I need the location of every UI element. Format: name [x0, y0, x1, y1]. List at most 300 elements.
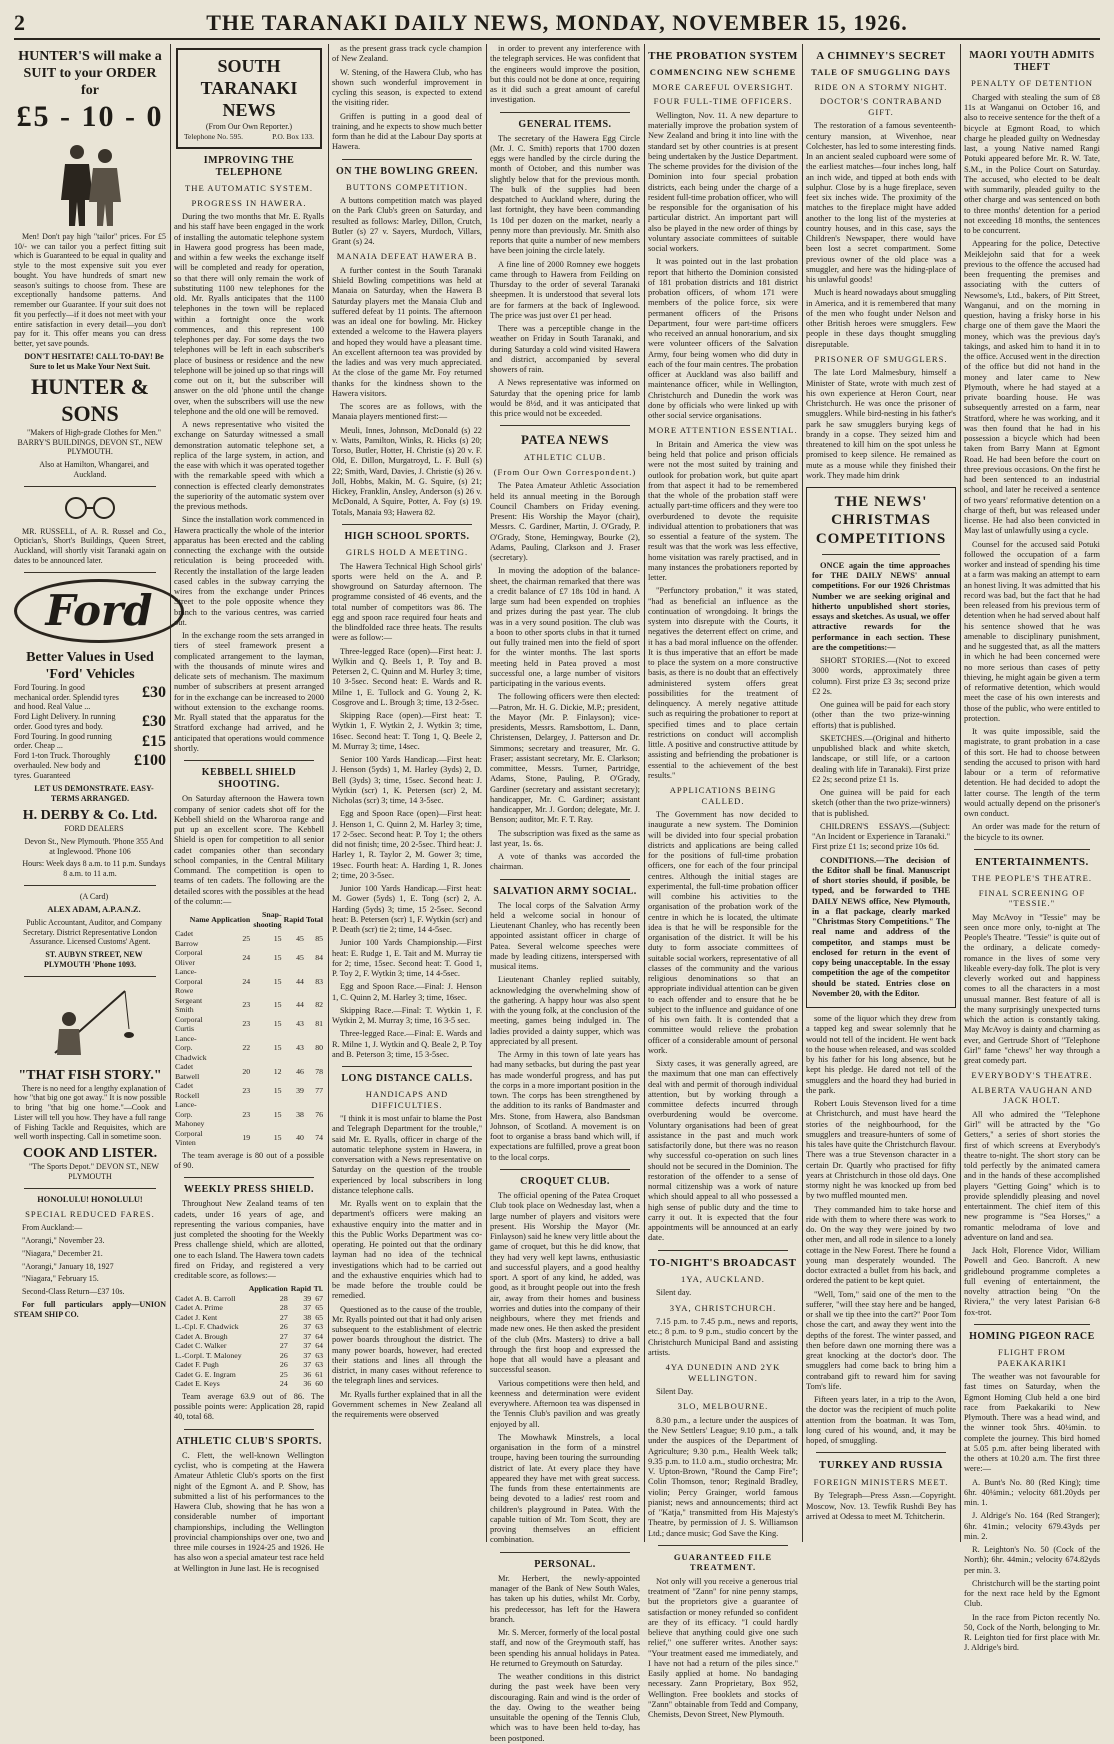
- masthead: [14, 8, 1100, 40]
- sailing-item: "Niagara," February 15.: [22, 1274, 99, 1284]
- article-subheading: ATHLETIC CLUB.: [523, 452, 607, 463]
- fish-firm: COOK AND LISTER.: [22, 1146, 158, 1162]
- article-subheading: FOREIGN MINISTERS MEET.: [813, 1476, 949, 1487]
- article-subheading: APPLICATIONS BEING CALLED.: [669, 785, 777, 806]
- column-court-entertainments: [964, 44, 1100, 1653]
- table-row: [174, 1322, 324, 1332]
- article-paragraph: By Telegraph—Press Assn.—Copyright. Moscow, Nov. 13. Tewfik Rushdi Bey has arrived at Odessa to meet M. Tchitcherin.: [806, 1491, 956, 1521]
- table-row: [174, 1015, 324, 1034]
- article-subheading: TALE OF SMUGGLING DAYS: [811, 67, 951, 78]
- column-rule: [328, 44, 329, 1542]
- table-cell: 84: [315, 952, 323, 962]
- radio-programme: Silent day.: [656, 1288, 692, 1298]
- table-cell: 46: [296, 1066, 304, 1076]
- article-paragraph: In the exchange room the sets arranged in tiers of steel framework present a complicated arrangement to the layman, with the thousands of minute wires and delicate sets of mechanism. The maximum number of subscribers at present arranged for in the exchange can be increased to 2000 without extension to the exchange rooms. Mr. Ryall stated that the apparatus for the Stratford exchange had arrived, and he anticipated that operations would commence shortly.: [174, 631, 324, 753]
- table-cell: Cadet Batwell: [175, 1062, 200, 1081]
- table-header-cell: Snap-shooting: [253, 910, 282, 929]
- table-cell: 80: [315, 1043, 323, 1053]
- table-cell: 45: [296, 933, 304, 943]
- article-heading: TO-NIGHT'S BROADCAST: [649, 1256, 797, 1269]
- sailing-item: "Aorangi," January 18, 1927: [22, 1261, 114, 1271]
- table-cell: Corporal Oliver: [175, 948, 203, 967]
- table-cell: L.-Corpl. T. Maloney: [175, 1350, 242, 1360]
- kebbell-scores-table: [174, 910, 324, 1148]
- card-address: ST. AUBYN STREET, NEW PLYMOUTH 'Phone 1093.: [44, 950, 143, 969]
- article-paragraph: Counsel for the accused said Potuki followed the occupation of a farm worker and instead of spending his time at a farm was making an attempt to earn an honest living. It was admitted that his record was bad, but the fact that he had been released from his previous term of detention when he had served about half his sentence showed that he was amenable to disciplinary punishment, and he suggested that, as all the matters in which he had been concerned were no more serious than cases of petty thieving, he might again be given a term of reformative detention, which would meet the case of his own interests and those of the public, who were entitled to protection.: [964, 539, 1100, 723]
- table-cell: 39: [296, 1085, 304, 1095]
- article-paragraph: Junior 100 Yards Handicap.—First heat: M. Gower (5yds) 1, E. Tong (scr) 2, A. Harding (5yds) 3; time, 15 2-5sec. Second heat: B. Petersen (scr) 1, F. Wytkin (scr) and P. Death (scr) tie 2; time, 14 4-5sec.: [332, 884, 482, 935]
- banner-title: SOUTH TARANAKI NEWS: [200, 56, 298, 120]
- spectacles-icon: [60, 493, 120, 523]
- table-cell: Cadet C. Walker: [175, 1341, 227, 1351]
- article-paragraph: They commanded him to take horse and ride with them to where there was work to do. On the way they were joined by two other men, and all rode in silence to a lonely cottage in the New Forest. There he found a young man desperately wounded. The doctor extracted a bullet from his back, and ordered the patient to be kept quiet.: [806, 1204, 956, 1286]
- article-heading: MAORI YOUTH ADMITS THEFT: [969, 50, 1095, 74]
- column-sports: [332, 44, 482, 1542]
- table-cell: 23: [242, 1019, 251, 1029]
- table-cell: 28: [279, 1293, 288, 1303]
- article-paragraph: The Government has now decided to inaugurate a new system. The Dominion will be divided into four special probation districts and applications are being called for the positions of full-time probation officers, one for each of the four principal centres. Although the initial stages are experimental, the full-time probation officer will combine his activities to the organisation of the probation work of the centre in which he is located, the ultimate idea is that he will be responsible for the organisation of the district. It will be his duty to form associate committees of suitable social workers, representative of all classes of the community and the various religious denominations so that an appropriate individual attention can be given to each offender and to ensure that he be subject to the influence and guidance of one of his own faith. It is contended that a committee would relieve the probation officer of a considerable amount of personal work.: [648, 810, 799, 1055]
- article-subheading: THE PEOPLE'S THEATRE.: [971, 873, 1093, 884]
- table-cell: 26: [279, 1322, 288, 1332]
- article-paragraph: A News representative was informed on Saturday that the opening price for lamb would be 8½d, and it was anticipated that this price would not be exceeded.: [490, 378, 640, 419]
- ford-item: Ford Touring. In good mechanical order. Splendid tyres and hood. Real Value ... £30: [14, 682, 166, 712]
- table-row: [174, 929, 324, 948]
- table-cell: 60: [315, 1379, 323, 1389]
- article-paragraph: Mr. Ryalls further explained that in all the Government schemes in New Zealand all the requirements were observed: [332, 1389, 482, 1420]
- ford-item: Ford Touring. In good running order. Cheap ... £15: [14, 731, 166, 751]
- table-cell: 44: [296, 976, 304, 986]
- competitions-title: THE NEWS' CHRISTMAS COMPETITIONS: [815, 494, 947, 547]
- table-cell: Cadet G. E. Ingram: [175, 1369, 236, 1379]
- table-cell: 65: [315, 1303, 323, 1313]
- ford-item: Ford 1-ton Truck. Thoroughly overhauled. New body and tyres. Guaranteed £100: [14, 751, 166, 780]
- article-paragraph: The local corps of the Salvation Army held a welcome social in honour of Lieutenant Chanley, who has recently been appointed assistant officer in charge of Patea. Several welcome speeches were made by leading citizens, interspersed with musical items.: [490, 900, 640, 972]
- article-paragraph: in order to prevent any interference with the telegraph services. He was confident that the engineers would improve the position, but this could not be done at once, requiring as it did such a great amount of careful investigation.: [490, 44, 640, 105]
- table-cell: 15: [273, 1019, 282, 1029]
- table-cell: Lance-Corporal Rowe: [175, 967, 203, 996]
- table-cell: 63: [315, 1360, 323, 1370]
- article-paragraph: The Hawera Technical High School girls' sports were held on the A. and P. showground on Saturday afternoon. The programme consisted of 46 events, and the total number of competitors was 86. The egg and spoon race required four heats and the blindfolded race three heats. The results were as follow:—: [332, 561, 482, 643]
- article-heading: SALVATION ARMY SOCIAL.: [493, 885, 637, 897]
- table-cell: 15: [273, 1043, 282, 1053]
- article-paragraph: The secretary of the Hawera Egg Circle (Mr. J. C. Smith) reports that 1700 dozen eggs were handled by the circle during the month of October, and this number was slightly below that for the previous month. The bulk of the supplies had been despatched to Auckland where, during the last fortnight, they have been commanding 1s 10d per dozen on the market, nearly a penny more than previously. Mr. Smith also reports that quite a number of new members have been joining the circle lately.: [490, 133, 640, 256]
- column-rule: [486, 44, 487, 1542]
- article-subheading: MANAIA DEFEAT HAWERA B.: [336, 251, 478, 262]
- article-paragraph: Mr. Herbert, the newly-appointed manager of the Bank of New South Wales, has taken up his duties, whilst Mr. Corby, his predecessor, has left for the Hawera branch.: [490, 1573, 640, 1624]
- table-cell: 37: [303, 1322, 312, 1332]
- article-heading: ATHLETIC CLUB'S SPORTS.: [176, 1435, 322, 1447]
- table-cell: 37: [303, 1341, 312, 1351]
- column-rule: [170, 44, 171, 1542]
- table-cell: 38: [303, 1312, 312, 1322]
- article-paragraph: Three-legged Race (open)—First heat: J. Wylkin and Q. Beels 1, P. Toy and B. Petersen 2, C. Quinn and M. Hurley 3; time, 10 3-5sec. Second heat: E. Wards and R. Milne 1, E. Tullock and G. Young 2, K. Cosgrove and L. Brough 3; time, 13 2-5sec.: [332, 646, 482, 707]
- radio-station: 3YA, CHRISTCHURCH.: [669, 1302, 777, 1313]
- hunter-headline: HUNTER'S will make a SUIT to your ORDER for: [18, 49, 162, 99]
- sailing-item: "Niagara," December 21.: [22, 1248, 103, 1258]
- article-paragraph: On Saturday afternoon the Hawera town company of senior cadets shot off for the Kebbell shield on the Wharoroa range and put up an excellent score. The Kebbell Shield is open for competition to all senior cadet companies other than secondary school companies, in the Central Military Command. The competition is open to teams of ten cadets. The following are the detailed scores with the possibles at the head of the column:—: [174, 794, 325, 906]
- table-cell: 37: [303, 1303, 312, 1313]
- table-cell: 24: [242, 976, 251, 986]
- honolulu-fare: Second-Class Return—£37 10s.: [22, 1287, 125, 1297]
- article-paragraph: A further contest in the South Taranaki Shield Bowling competitions was held at Manaia on Saturday, when the Hawera B Saturday players met the Manaia Club and suffered defeat by 11 points. The afternoon was an ideal one for bowling. Mr. Hickey extended a welcome to the Hawera players and hoped they would have a pleasant time. An excellent afternoon tea was provided by the ladies and was very much appreciated. At the close of the game Mr. Foy returned thanks for the kindness shown to the Hawera visitors.: [332, 265, 482, 398]
- table-cell: 85: [315, 933, 323, 943]
- column-advertisements: [14, 44, 166, 1542]
- article-paragraph: The weather conditions in this district during the past week have been very discouraging. Rain and wind is the order of the day. Owing to the weather being unsuitable the opening of the Tennis Club, which was to have been held to-day, has been postponed.: [490, 1672, 640, 1743]
- article-subheading: ALBERTA VAUGHAN AND JACK HOLT.: [971, 1084, 1093, 1106]
- table-cell: 22: [242, 1043, 251, 1053]
- ford-dealer-sub: FORD DEALERS: [64, 824, 124, 833]
- article-subheading: PROGRESS IN HAWERA.: [191, 197, 307, 208]
- article-paragraph: The scores are as follows, with the Manaia players mentioned first:—: [332, 402, 482, 422]
- ford-items: [14, 683, 166, 781]
- table-cell: 23: [242, 1085, 251, 1095]
- article-paragraph: Christchurch will be the starting point for the next race held by the Egmont Club.: [964, 1578, 1100, 1609]
- radio-station: 1YA, AUCKLAND.: [681, 1273, 765, 1284]
- table-cell: Corporal Vinten: [175, 1128, 203, 1148]
- article-paragraph: In Britain and America the view was being held that police and prison officials were not the most suited by training and outlook for probation work, but quite apart from that aspect it had to be remembered that the whole of the probation staff were actually part-time officers and they were too overburdened to devote the requisite individual attention to probationers that was so essential a feature of the system. The result was that the work was less effective, home visitation was rarely practised, and in many instances the probationers reported by letter.: [648, 439, 798, 583]
- table-row: [174, 1034, 324, 1063]
- article-heading: LONG DISTANCE CALLS.: [341, 1073, 473, 1085]
- article-paragraph: The late Lord Malmesbury, himself a Minister of State, wrote with much zest of his own experience at Heron Court, near Christchurch. He was once the prisoner of smugglers. While bird-nesting in his father's park he saw smugglers burying kegs of brandy in a copse. They seized him and threatened to kill him on the spot unless he promised to keep silence. He remained as mute as a mouse while they finished their work. They made him drink: [806, 368, 956, 480]
- table-cell: 24: [242, 952, 251, 962]
- article-paragraph: The following officers were then elected:—Patron, Mr. H. G. Dickie, M.P.; president, the Mayor (Mr. P. Finlayson); vice-presidents, Messrs. Ramsbottom, L. Dann, Christensen, Delargey, J. Patterson and Dr. Simmons; secretary and treasurer, Mr. G. Fraser; assistant secretary, Mr. E. Clarkson; committee, Messrs. Turner, Partridge, Adams, Stone, Pauling, P. O'Grady, Gardiner (secretary and assistant secretary); handicapper, Mr. C. Gardiner; assistant handicapper, Mr. J. Gordon; delegate, Mr. J. Benson; auditor, Mr. F. T. Ray.: [490, 692, 640, 825]
- radio-station: 3LO, MELBOURNE.: [677, 1401, 769, 1412]
- page-number: 2: [14, 10, 25, 35]
- competition-text: One guinea will be paid for each sketch (other than the two prize-winners) that is published.: [812, 788, 950, 818]
- table-header-cell: Rapid: [290, 1284, 312, 1294]
- table-cell: 82: [315, 1000, 323, 1010]
- table-cell: 19: [242, 1133, 251, 1143]
- article-heading: ON THE BOWLING GREEN.: [335, 165, 478, 177]
- banner-contacts: Telephone No. 595. P.O. Box 133.: [184, 131, 314, 141]
- article-subheading: FINAL SCREENING OF "TESSIE.": [978, 887, 1086, 909]
- radio-programme: 7.15 p.m. to 7.45 p.m., news and reports, etc.; 8 p.m. to 9 p.m., studio concert by the Christchurch Municipal Band and assisting artists.: [648, 1317, 798, 1357]
- press-scores-table: [174, 1284, 324, 1389]
- honolulu-contact: For full particulars apply—UNION STEAM SHIP CO.: [14, 1299, 166, 1319]
- table-cell: 27: [279, 1341, 288, 1351]
- tailored-men-illustration-icon: [55, 140, 125, 228]
- article-subheading: EVERYBODY'S THEATRE.: [971, 1070, 1093, 1081]
- table-cell: L.-Cpl. F. Chadwick: [175, 1322, 239, 1332]
- table-cell: 27: [279, 1312, 288, 1322]
- table-row: [174, 1294, 324, 1304]
- article-heading: WEEKLY PRESS SHIELD.: [183, 1184, 315, 1196]
- article-paragraph: In moving the adoption of the balance-sheet, the chairman remarked that there was a credit balance of £7 18s 10d in hand. A large sum had been expended on trophies and prizes during the past year. The club was in a very sound position. The club was a boon to other sports clubs in that it turned out fully trained men into the field of sport for the winter months. The last sports meeting held in Patea proved a most successful one, a large number of visitors participating in the various events.: [490, 566, 640, 689]
- table-row: [174, 1360, 324, 1370]
- article-heading: CROQUET CLUB.: [520, 1175, 610, 1187]
- article-paragraph: Much is heard nowadays about smuggling in America, and it is remembered that many of the men who fought under Nelson and other British heroes were smugglers. Few people in these days thought smuggling disreputable.: [806, 288, 956, 349]
- column-south-taranaki: [174, 44, 325, 1573]
- russell-notice: MR. RUSSELL, of A. R. Russel and Co., Optician's, Short's Buildings, Queen Street, Auckland, will shortly visit Taranaki again on dates to be announced later.: [14, 526, 166, 565]
- article-paragraph: Skipping Race.—Final: T. Wytkin 1, F. Wytkin 2, M. Murray 3; time, 16 3-5 sec.: [332, 1005, 482, 1026]
- article-subheading: GIRLS HOLD A MEETING.: [345, 547, 469, 558]
- card-desc: Public Accountant, Auditor, and Company Secretary. District Representative London Assurance. Licensed Customs' Agent.: [22, 917, 162, 947]
- card-label: (A Card): [79, 891, 109, 901]
- table-row: [174, 1303, 324, 1313]
- ford-address: Devon St., New Plymouth. 'Phone 355 And at Inglewood. 'Phone 106: [24, 836, 164, 856]
- article-paragraph: Mr. Ryalls went on to explain that the department's officers were making an exhaustive enquiry into the matter and in this the Public Works Department was co-operating. He pointed out that the ordinary layman had no idea of the technical investigations which had to be carried out and the exhaustive enquiries which had to be made before the trouble could be remedied.: [332, 1199, 482, 1301]
- table-row: [174, 996, 324, 1015]
- honolulu-sub: SPECIAL REDUCED FARES.: [25, 1208, 155, 1219]
- article-paragraph: some of the liquor which they drew from a tapped keg and swear solemnly that he would not tell of the incident. He went back to the house when released, and was scolded by his father for his long absence, but he kept his pledge. He dared not tell of the smugglers and the hoard they had buried in the park.: [806, 1014, 956, 1095]
- ford-headline: Better Values in Used 'Ford' Vehicles: [26, 649, 154, 682]
- table-cell: 67: [315, 1293, 323, 1303]
- table-cell: 20: [242, 1066, 251, 1076]
- table-cell: 43: [296, 1043, 304, 1053]
- table-row: [174, 1370, 324, 1380]
- article-paragraph: During the two months that Mr. E. Ryalls and his staff have been engaged in the work of installing the automatic telephone system in Hawera good progress has been made, and within a few weeks the exchange itself will be completed and ready for operation, so that there will only remain the work of substituting 1100 new telephones for the old. Mr. Ryalls anticipates that the 1100 telephones in the town will be replaced within a fortnight once the work commences, and this represent 100 telephones per day. For some days the two telephones will be left in each subscriber's place of business or residence and the new telephone will be joined up so that rings will come out on it, but the subscriber will answer on the old 'phone until the change over, when the subscribers will use the new telephone and the old one will be removed.: [174, 212, 324, 416]
- article-heading: TURKEY AND RUSSIA: [818, 1459, 944, 1472]
- table-cell: 63: [315, 1350, 323, 1360]
- hunter-cta: DON'T HESITATE! CALL TO-DAY! Be Sure to let us Make Your Next Suit.: [24, 351, 164, 371]
- article-subheading: PRISONER OF SMUGGLERS.: [814, 353, 948, 364]
- article-paragraph: Throughout New Zealand teams of ten cadets, under 16 years of age, and representing the various companies, have just completed the shooting for the Weekly Press challenge shield, which are allotted, one to each Island. The Hawera town cadets fired on Friday, and registered a very creditable score, as follows:—: [174, 1199, 324, 1281]
- table-header-row: [174, 1284, 324, 1294]
- article-paragraph: C. Flett, the well-known Wellington cyclist, who is competing at the Hawera Amateur Athletic Club's sports on the first night of the Egmont A. and P. Show, has submitted a list of his performances to the Hawera Club, showing that he has won a considerable number of important championships, including the Wellington provincial championships over one, two and three mile courses in 1924-25 and 1926. He has also won a special amateur test race held at Wellington in June last. He is recognised: [174, 1450, 324, 1573]
- hunter-branches: Also at Hamilton, Whangarei, and Auckland.: [39, 460, 149, 479]
- table-cell: 36: [303, 1369, 312, 1379]
- article-paragraph: Meuli, Innes, Johnson, McDonald (s) 22 v. Watts, Pamilton, Winks, R. Hicks (s) 20; Torso, Butler, Hotter, H. Christie (s) 20 v. F. Old, E. Dillon, Murgatroyd, L. F. Bull (s) 22; Smith, Ward, Davies, J. Christie (s) 26 v. Joll, Hobbs, Makin, M. G. Squire, (s) 21; Hickey, Franklin, Ansley, Anderson (s) 26 v. McDonald, A Squire, Potter, A. Foy (s) 19. Totals, Manaia 93; Hawera 82.: [332, 425, 482, 517]
- article-paragraph: Sixty cases, it was generally agreed, are the maximum that one man can effectively deal with and permit of thorough individual attention, but by working through a committee defects incurred through overburdening would be overcome. Voluntary organisations had been of great assistance in the past and much work satisfactorily done, but there was no reason why successful co-operation on such lines should not be secured in the Dominion. The restoration of the offender to a sense of normal citizenship was a work of nature which should appeal to all who possessed a high sense of public duty and the time to carry it out. It is expected that the four appointments will be announced at an early date.: [648, 1059, 798, 1243]
- honolulu-headline: HONOLULU! HONOLULU!: [37, 1194, 143, 1204]
- competition-text: CHILDREN'S ESSAYS.—(Subject: "An Incident or Experience in Taranaki." First prize £1 1s; second prize 10s 6d.: [812, 821, 950, 852]
- article-paragraph: Griffen is putting in a good deal of training, and he expects to show much better form than he did at the Labour Day sports at Hawera.: [332, 111, 482, 152]
- article-paragraph: May McAvoy in "Tessie" may be seen once more only, to-night at The People's Theatre. "Tessie" is quite out of the ordinary, a delicate comedy-romance in the lives of some very likeable every-day folk. The plot is very cleverly worked out and happiness comes to all the characters in a most unusual manner. Best feature of all is the many surprisingly unexpected turns which the action is constantly taking. May McAvoy is dainty and charming as ever, and Gertrude Short of "Telephone Girl" fame "chews" her way through a great comedy part.: [964, 912, 1100, 1066]
- table-cell: 37: [303, 1360, 312, 1370]
- article-heading: IMPROVING THE TELEPHONE: [203, 154, 295, 178]
- article-paragraph: Not only will you receive a generous trial treatment of "Zann" for nine penny stamps, but the proprietors give a guarantee of satisfaction or money refunded so confident are they of its efficacy. "I could hardly believe that anything could give one such relief," one sufferer writes. Another says: "Your treatment eased me immediately, and I have not had a return of the piles since." Easily applied at home. No bandaging necessary. Zann Proprietary, Box 952, Wellington. Free booklets and stocks of "Zann" obtainable from Tedd and Company, Chemists, Devon Street, New Plymouth.: [648, 1576, 798, 1720]
- card-name: ALEX ADAM, A.P.A.N.Z.: [47, 904, 141, 914]
- hunter-ad: [14, 48, 166, 480]
- article-paragraph: Junior 100 Yards Championship.—First heat: E. Rudge 1, E. Tait and M. Murray tie for 2; time, 15sec. Second heat: T. Good 1, P. Toy 2, F. Wytkin 3; time, 14 4-5sec.: [332, 938, 482, 979]
- article-heading: ENTERTAINMENTS.: [975, 855, 1089, 868]
- table-cell: 37: [303, 1350, 312, 1360]
- table-cell: 25: [242, 933, 251, 943]
- table-cell: 23: [242, 1000, 251, 1010]
- table-row: [174, 1332, 324, 1342]
- honolulu-ad: [14, 1195, 166, 1320]
- article-paragraph: Charged with stealing the sum of £8 11s at Wanganui on October 16, and also to receive sentence for the theft of a bicycle at Egmont Road, to which charge he pleaded guilty on Wednesday last, a young Native named Rangi Potuki appeared before Mr. R. W. Tate, S.M., in the Police Court on Saturday. The accused, who elected to be dealt with summarily, pleaded guilty to the other charge and was sentenced on both to three months' detention for a period not exceeding 18 months, the sentences to be concurrent.: [964, 92, 1100, 236]
- table-header-cell: Tl.: [313, 1284, 323, 1294]
- fish-body: There is no need for a lengthy explanation of how "that big one got away." It is now possible to bring "that big one home."—Cook and Lister will tell you how. They have a full range of Fishing Tackle and Requisites, which are well worth inspecting. Call in sometime soon.: [14, 1083, 166, 1142]
- table-cell: 28: [279, 1303, 288, 1313]
- article-subheading: THE AUTOMATIC SYSTEM.: [184, 183, 314, 194]
- table-cell: 64: [315, 1331, 323, 1341]
- article-paragraph: Jack Holt, Florence Vidor, William Powell and Geo. Bancroft. A new gridlebound programme completes a full evening of entertainment, the novelty attraction being "On the Riviera," the very latest Parisian 6-8 fox-trot.: [964, 1246, 1100, 1317]
- article-paragraph: Mr. S. Mercer, formerly of the local postal staff, and now of the Greymouth staff, has been spending his annual holidays in Patea. He returned to Greymouth on Saturday.: [490, 1628, 640, 1668]
- fish-ad: [14, 983, 166, 1182]
- table-cell: 37: [303, 1331, 312, 1341]
- article-paragraph: Team average 63.9 out of 86. The possible points were: Application 28, rapid 40, total 68.: [174, 1391, 324, 1422]
- ford-hours: Hours: Week days 8 a.m. to 11 p.m. Sundays 8 a.m. to 11 a.m.: [22, 859, 166, 878]
- table-cell: Cadet F. Pugh: [175, 1360, 219, 1370]
- article-subheading: RIDE ON A STORMY NIGHT.: [814, 81, 948, 92]
- table-cell: 25: [279, 1369, 288, 1379]
- article-paragraph: It was quite impossible, said the magistrate, to grant probation in a case of this sort. He had to choose between sending the accused to prison with hard labour or a term of reformative detention. He had decided to adopt the latter course. The length of the term would actually depend on the prisoner's own conduct.: [964, 727, 1100, 819]
- table-cell: 26: [279, 1360, 288, 1370]
- table-header-cell: Rapid: [283, 914, 304, 924]
- article-paragraph: Skipping Race (open).—First heat: T. Wytkin 1, F. Wytkin 2, J. Wytkin 3; time, 16sec. Second heat: T. Tong 1, Q. Beele 2, M. Murray 3; time, 14sec.: [332, 711, 482, 751]
- article-paragraph: as the present grass track cycle champion of New Zealand.: [332, 44, 482, 64]
- article-heading: HOMING PIGEON RACE: [969, 1330, 1095, 1342]
- table-header-cell: Total: [305, 914, 323, 924]
- article-paragraph: A vote of thanks was accorded the chairman.: [490, 852, 640, 872]
- table-cell: 27: [279, 1331, 288, 1341]
- article-heading: A CHIMNEY'S SECRET: [816, 50, 946, 62]
- table-row: [174, 1341, 324, 1351]
- table-cell: 36: [303, 1379, 312, 1389]
- table-cell: Lance-Corp. Chadwick: [175, 1033, 207, 1062]
- table-header-cell: Application: [248, 1284, 288, 1294]
- article-paragraph: Egg and Spoon Race (open)—First heat: J. Henson 1, C. Quinn 2, M. Harley 3; time, 17 2-5sec. Second heat: P. Toy 1; the others did not finish; time, 20 2-5sec. Third heat: J. Harley 1, R. Taylor 2, M. Gower 3; time, 19sec. Fourth heat: A. Harding 1, R. Jones 2; time, 20 3-5sec.: [332, 809, 482, 880]
- article-paragraph: Egg and Spoon Race.—Final: J. Henson 1, C. Quinn 2, M. Harley 3; time, 16sec.: [332, 982, 482, 1002]
- table-row: [174, 948, 324, 967]
- table-cell: Cadet J. Kent: [175, 1312, 218, 1322]
- table-row: [174, 1100, 324, 1129]
- article-paragraph: A buttons competition match was played on the Park Club's green on Saturday, and resulted as follows: Marley, Dillon, Crutch, Butler (s) 27 v. Sayers, Murdoch, Villars, Grant (s) 24.: [332, 196, 482, 247]
- article-subheading: PENALTY OF DETENTION: [970, 78, 1093, 89]
- article-paragraph: The subscription was fixed as the same as last year, 1s. 6s.: [490, 828, 640, 848]
- table-cell: 15: [273, 1085, 282, 1095]
- article-subheading: FLIGHT FROM PAEKAKARIKI: [997, 1347, 1067, 1368]
- article-paragraph: There was a perceptible change in the weather on Friday in South Taranaki, and during Saturday a cold wind visited Hawera and district, accompanied by several showers of rain.: [490, 324, 640, 375]
- table-cell: 15: [273, 1133, 282, 1143]
- table-cell: Cadet A. B. Carroll: [175, 1293, 236, 1303]
- table-cell: 74: [315, 1133, 323, 1143]
- table-cell: 26: [279, 1350, 288, 1360]
- article-paragraph: "Perfunctory probation," it was stated, "had as beneficial an influence as the continuation of wrongdoing. It brings the system into disrepute with the Courts, it negatives the deterrent effect on crime, and it has a bad moral influence on the offender. It is thus imperative that an effort be made to place the system on a more constructive basis, as there is no doubt that an effectively administered system offers great possibilities for the treatment of delinquency. A merely negative attitude such as requiring the probationer to report at specified times and to place certain restrictions on conduct will accomplish little. A positive and constructive attitude by assisting and befriending the probationer is essential to the achievement of the best results.": [648, 586, 798, 780]
- competition-text: SHORT STORIES.—(Not to exceed 3000 words, approximately three column). First prize £3 3s; second prize £2 2s.: [812, 656, 950, 696]
- article-subheading: MORE ATTENTION ESSENTIAL.: [648, 425, 798, 436]
- article-heading: PERSONAL.: [534, 1558, 596, 1570]
- table-cell: 76: [315, 1109, 323, 1119]
- table-cell: Corporal Curtis: [175, 1014, 203, 1034]
- ford-ad: [14, 579, 166, 879]
- table-cell: 77: [315, 1085, 323, 1095]
- article-paragraph: W. Stening, of the Hawera Club, who has shown such wonderful improvement in cycling this season, is expected to extend the visiting rider.: [332, 67, 482, 108]
- table-cell: 83: [315, 976, 323, 986]
- table-cell: Lance-Corp. Mahoney: [175, 1100, 205, 1129]
- table-cell: 39: [303, 1293, 312, 1303]
- article-paragraph: A. Bunt's No. 80 (Red King); time 6hr. 40¼min.; velocity 681.20yds per min. 1.: [964, 1477, 1100, 1508]
- ford-logo: Ford: [14, 579, 184, 643]
- article-paragraph: The Army in this town of late years has had many setbacks, but during the past year has made wonderful progress, and has put the corps in a more important position in the town. The corps has been strengthened by the addition to its ranks of Bandmaster and Mrs. Stone, from Hawera, also Bandsman Johnson, of Scotland. A movement is on foot to organise a brass band which will, if expectations are fulfilled, prove a great boon to the local corps.: [490, 1050, 640, 1162]
- table-cell: Cadet Barrow: [175, 929, 199, 948]
- table-cell: 61: [315, 1369, 323, 1379]
- table-cell: Sergeant Smith: [175, 995, 203, 1015]
- banner-sub: (From Our Own Reporter.): [205, 121, 293, 131]
- column-rule: [644, 44, 645, 1542]
- column-rule: [960, 44, 961, 1542]
- christmas-competitions-box: [806, 487, 956, 1008]
- article-paragraph: In the race from Picton recently No. 50, Cock of the North, belonging to Mr. R. Leighton tied for first place with Mr. J. Aldrige's bird.: [964, 1612, 1100, 1653]
- table-cell: Cadet A. Prime: [175, 1303, 223, 1313]
- table-header-row: [174, 910, 324, 929]
- article-subheading: DOCTOR'S CONTRABAND GIFT.: [819, 96, 943, 117]
- column-chimney-competitions: [806, 44, 956, 1542]
- article-paragraph: Appearing for the police, Detective Meiklejohn said that for a week previous to the offence the accused had been frequenting the premises and associating with the cutters of Newsome's, Ltd., bakers, of Pitt Street, Wanganui, and on the morning in question, having a frisky horse in his charge one of them gave the Maori the money, which was the previous day's takings, and asked him to hand it in to the office. Accused went in the direction of the office but did not hand in the money and later came to New Plymouth, where he had stayed at a private boarding house. He was subsequently arrested on a farm, near Stratford, where he was working, and it was then found that he had in his possession a bicycle which had been taken from Barry Mann at Egmont Road. He had been before the court on three previous occasions. On the first he had been sentenced to an industrial school, and later he received a sentence of two years' reformative detention on a charge of theft, but was released under license. He had also been convicted in May last of unlawfully using a cycle.: [964, 239, 1100, 536]
- article-paragraph: "I think it is most unfair to blame the Post and Telegraph Department for the trouble," said Mr. E. Ryalls, officer in charge of the automatic telephone system in Hawera, in conversation with a News representative on Saturday on the question of the trouble experienced by local subscribers in long distance telephone calls.: [332, 1114, 482, 1195]
- sailing-item: "Aorangi," November 23.: [22, 1236, 105, 1246]
- table-cell: Cadet E. Keys: [175, 1379, 220, 1389]
- article-subheading: COMMENCING NEW SCHEME: [649, 67, 797, 78]
- article-subheading: (From Our Own Correspondent.): [493, 466, 637, 477]
- table-cell: 81: [315, 1019, 323, 1029]
- article-paragraph: Wellington, Nov. 11. A new departure to materially improve the probation system of New Zealand and bring it into line with the standard set by other countries is at present being undertaken by the Justice Department. The scheme provides for the division of the Dominion into four special probation districts, each being under the charge of a resident full-time probation officer, who will be responsible for the organisation of his particular district. An important part will also be played in the new order of things by voluntary associate committees of suitable social workers.: [648, 110, 798, 254]
- article-heading: THE PROBATION SYSTEM: [648, 50, 798, 62]
- article-paragraph: Fifteen years later, in a trip to the Avon, the doctor was the recipient of much polite attention from the boatman. It was Tom, long cured of his wound, and, it may be hoped, of smuggling.: [806, 1395, 956, 1446]
- table-cell: 78: [315, 1066, 323, 1076]
- table-row: [174, 1062, 324, 1081]
- article-paragraph: A fine line of 2000 Romney ewe hoggets came through to Hawera from Feilding on Thursday to the order of several Taranaki sheepmen. It is understood that several lots are for farmers at the back of Inglewood. The price was just over £1 per head.: [490, 259, 640, 320]
- article-paragraph: Lieutenant Chanley replied suitably, acknowledging the overwhelming show of the gathering. A happy hour was also spent with the young folk, at the conclusion of the meeting, games being indulged in. The ladies provided a dainty supper, which was appreciated by all present.: [490, 975, 640, 1046]
- accountant-card: [14, 892, 166, 970]
- table-cell: 38: [296, 1109, 304, 1119]
- table-row: [174, 1379, 324, 1389]
- table-cell: 23: [242, 1109, 251, 1119]
- radio-programme: 8.30 p.m., a lecture under the auspices of the New Settlers' League; 9.10 p.m., a talk under the auspices of the Department of Agriculture; 9.30 p.m., Health Week talk; 9.35 p.m. to 11.0 a.m., studio orchestra; Mr. V. Upton-Brown, "Round the Camp Fire"; Colin Thomson, tenor; Reginald Bradley, violin; Percy Grainger, world famous pianist; news and announcements; third act of "Katja," transmitted from His Majesty's Theatre, by permission of J. S. Williamson Ltd.; dance music; God Save the King.: [648, 1415, 798, 1538]
- table-cell: Cadet Rockell: [175, 1081, 200, 1100]
- article-subheading: FOUR FULL-TIME OFFICERS.: [653, 96, 793, 107]
- article-paragraph: Three-legged Race.—Final: E. Wards and R. Milne 1, J. Wytkin and Q. Beale 2, P. Toy and B. Peterson 3; time, 15 3-5sec.: [332, 1029, 482, 1059]
- competition-text: SKETCHES.—(Original and hitherto unpublished black and white sketch, landscape, or still life, or a cartoon dealing with life in Taranaki). First prize £2 2s; second prize £1 1s.: [812, 733, 950, 784]
- article-paragraph: The official opening of the Patea Croquet Club took place on Wednesday last, when a large number of players and visitors were present. His Worship the Mayor (Mr. Finlayson) said he knew very little about the game of croquet, but this he did know, that they had very well kept lawns, enthusiastic and successful players, and a good healthy sport. A sport of any kind, he added, was good, as it brought people out into the fresh air, away from their homes and business worries and duties into the company of their neighbours, where they met friends and made new ones. He then asked the president of the club (Mrs. Masters) to drive a ball through the first hoop and expressed the hope that all would have a pleasant and successful season.: [490, 1191, 640, 1375]
- article-heading: PATEA NEWS: [521, 432, 609, 448]
- table-cell: 15: [273, 1000, 282, 1010]
- article-paragraph: An order was made for the return of the bicycle to its owner.: [964, 822, 1100, 842]
- article-paragraph: J. Aldrige's No. 164 (Red Stranger); 6hr. 41min.; velocity 679.43yds per min. 2.: [964, 1511, 1100, 1541]
- ford-cta: LET US DEMONSTRATE. EASY- TERMS ARRANGED.: [34, 784, 154, 804]
- article-paragraph: The team average is 80 out of a possible of 90.: [174, 1150, 324, 1170]
- article-subheading: BUTTONS COMPETITION.: [345, 181, 468, 192]
- ford-item: Ford Light Delivery. In running order. Good tyres and body. £30: [14, 712, 166, 731]
- ford-dealer: H. DERBY & Co. Ltd.: [22, 807, 158, 823]
- table-row: [174, 1129, 324, 1148]
- article-paragraph: "Well, Tom," said one of the men to the sufferer, "will thee stay here and be hanged, or shall we tip thee into the cart?" Poor Tom chose the cart, and away they went into the depths of the forest. The winter passed, and then before dawn one morning there was a great knocking at the doctor's door. The smugglers had come back to bring him a contraband gift to reward him for saving Tom's life.: [806, 1289, 956, 1391]
- article-paragraph: R. Leighton's No. 50 (Cock of the North); 6hr. 44min.; velocity 674.82yds per min. 3.: [964, 1545, 1100, 1575]
- table-cell: 45: [296, 952, 304, 962]
- competition-text: One guinea will be paid for each story (other than the two prize-winning efforts) that is published.: [812, 700, 950, 730]
- honolulu-from: From Auckland:—: [22, 1223, 83, 1233]
- table-cell: 40: [296, 1133, 304, 1143]
- table-cell: 24: [279, 1379, 288, 1389]
- column-rule: [802, 44, 803, 1542]
- table-row: [174, 1351, 324, 1361]
- article-heading: HIGH SCHOOL SPORTS.: [344, 530, 470, 542]
- competition-text: CONDITIONS.—The decision of the Editor shall be final. Manuscript of short stories should, if posible, be typed, and be forwarded to THE DAILY NEWS office, New Plymouth, in a flat package, clearly marked "Christmas Story Competitions." The real name and address of the competitor, and stamps must be enclosed for return in the event of copy being unacceptable. In the essay competition the age of the competitor should be stated. Entries close on November 20, with the Editor.: [812, 855, 950, 998]
- hunter-body: Men! Don't pay high "tailor" prices. For £5 10/- we can tailor you a perfect fitting suit which is Guaranteed to be equal in quality and style to the most expensive suit you ever bought. You have hundreds of smart new season's suitings to choose from. These are exceptionally handsome patterns. And remember our Guarantee. If your suit does not fit you perfectly—if it does not meet with your entire satisfaction in every detail—you don't pay for it. This offer means you can dress better, yet save pounds.: [14, 231, 166, 349]
- table-header-cell: Name: [189, 914, 210, 924]
- article-paragraph: Robert Louis Stevenson lived for a time at Christchurch, and must have heard the stories of the neighbourhood, for the smugglers and treasure-hunters of some of his tales have quite the Christchurch flavour. There was a true Stevenson character in a certain Dr. Quartly who practised for fifty years at Christchurch in those old days. One stormy night he was knocked up from bed by two muffled mounted men.: [806, 1099, 956, 1201]
- table-cell: 12: [273, 1066, 282, 1076]
- table-row: [174, 1313, 324, 1323]
- article-heading: GENERAL ITEMS.: [518, 118, 612, 130]
- article-paragraph: The Mowhawk Minstrels, a local organisation in the form of a minstrel troupe, having been touring the surrounding district of late. At every place they have appeared they have met with great success. The funds from these entertainments are being devoted to a ladies' rest room and children's playground in Patea. With the capable tuition of Mr. Tom Scott, they are proving themselves an efficient combination.: [490, 1432, 640, 1545]
- table-row: [174, 967, 324, 996]
- article-subheading: MORE CAREFUL OVERSIGHT.: [652, 81, 794, 92]
- table-cell: 15: [273, 952, 282, 962]
- page-title: THE TARANAKI DAILY NEWS, MONDAY, NOVEMBER 15, 1926.: [206, 10, 908, 35]
- table-cell: 44: [296, 1000, 304, 1010]
- table-cell: 43: [296, 1019, 304, 1029]
- article-paragraph: Since the installation work commenced in Hawera practically the whole of the interior apparatus has been erected and the cabling connecting the exchange with the outside reticulation is being proceeded with. Recently the installation of the large leaden cased cables in the subway carrying the wires from the exchange under Princes Street to the pole opposite whence they branch to the various centres, was carried out.: [174, 515, 324, 627]
- article-subheading: HANDICAPS AND DIFFICULTIES.: [365, 1089, 449, 1110]
- hunter-firm-desc: "Makers of High-grade Clothes for Men." BARRY'S BUILDINGS, DEVON ST., NEW PLYMOUTH.: [17, 427, 163, 457]
- table-row: [174, 1081, 324, 1100]
- table-cell: 63: [315, 1322, 323, 1332]
- column-probation: [648, 44, 799, 1720]
- table-cell: 65: [315, 1312, 323, 1322]
